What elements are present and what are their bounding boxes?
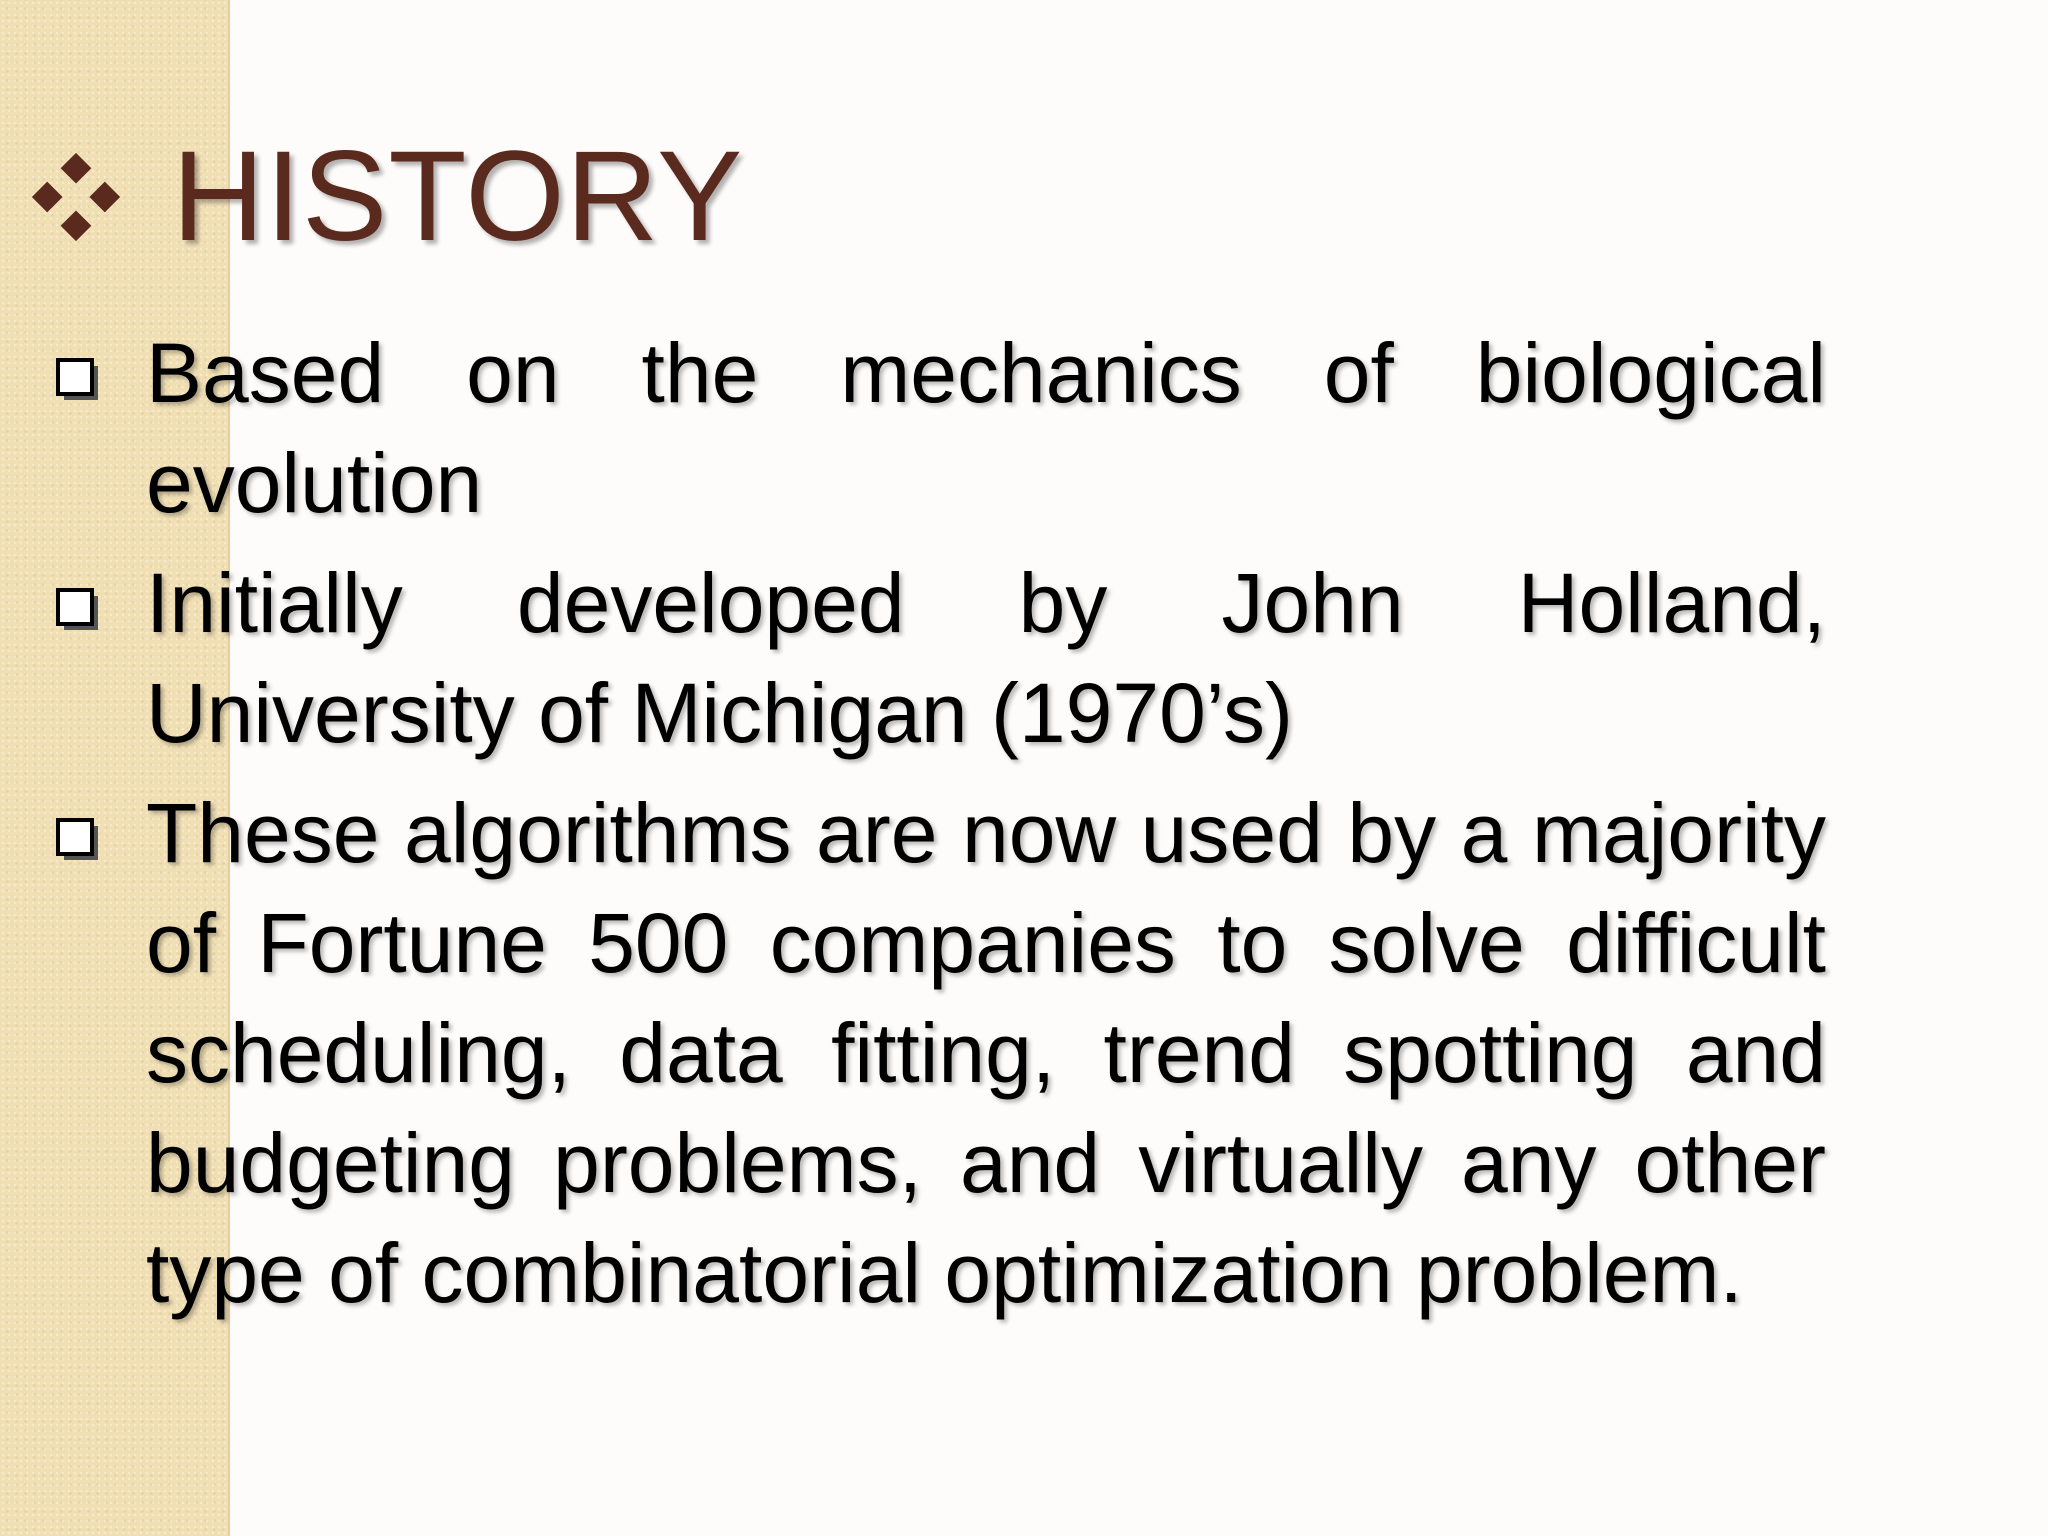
square-box-icon (56, 358, 100, 402)
list-item (56, 318, 1826, 538)
title-row (28, 122, 743, 272)
bullet-list (56, 318, 1826, 1338)
bullet-text: These algorithms are now used by a majority of Fortune 500 companies to solve difficult scheduling, data fitting, trend spotting and budgeting problems, and virtually any other type of combinatorial optimization problem. (146, 786, 1826, 1320)
square-box-icon (56, 588, 100, 632)
list-item (56, 548, 1826, 768)
bullet-text: Based on the mechanics of biological evolution (146, 326, 1826, 530)
list-item (56, 778, 1826, 1328)
square-box-icon (56, 818, 100, 862)
slide-title: HISTORY (172, 125, 744, 268)
bullet-text: Initially developed by John Holland, University of Michigan (1970’s) (146, 556, 1826, 760)
four-diamonds-icon (28, 149, 124, 245)
